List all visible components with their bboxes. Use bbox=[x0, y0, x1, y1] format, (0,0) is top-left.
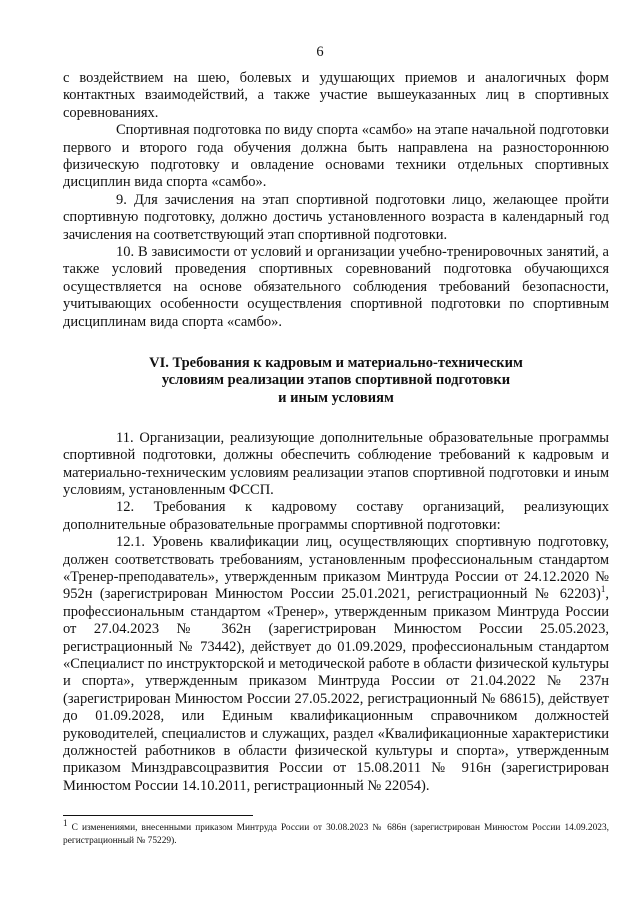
section-heading-line-1: VI. Требования к кадровым и материально-техническим bbox=[149, 355, 523, 372]
section-heading-line-3: и иным условиям bbox=[278, 389, 394, 406]
paragraph-12-1-part-2: , профессиональным стандартом «Тренер», утвержденным приказом Минтруда России от 27.04.2023 № 362н (зарегистрирован Минюстом России 25.05.2023, регистрационный № 73442), действует до 01.09.2029, профессиональным стандартом «Специалист по инструкторской и методической работе в области физической культуры и спорта», утвержденным приказом Минтруда России от 21.04.2022 № 237н (зарегистрирован Минюстом России 27.05.2022, регистрационный № 68615), действует до 01.09.2028, или Единым квалификационным справочником должностей руководителей, специалистов и служащих, раздел «Квалификационные характеристики должностей работников в области физической культуры и спорта», утвержденным приказом Минздравсоцразвития России от 15.08.2011 № 916н (зарегистрирован Минюстом России 14.10.2011, регистрационный № 22054). bbox=[63, 586, 609, 794]
paragraph-continuation: с воздействием на шею, болевых и удушающих приемов и аналогичных форм контактных взаимодействий, а также участие вышеуказанных лиц в спортивных соревнованиях. bbox=[63, 70, 609, 121]
paragraph-12-1 bbox=[63, 534, 609, 795]
page-number: 6 bbox=[316, 44, 324, 60]
footnote-mark: 1 bbox=[63, 817, 68, 828]
paragraph-12: 12. Требования к кадровому составу организаций, реализующих дополнительные образовательные программы спортивной подготовки: bbox=[63, 499, 609, 533]
body-text bbox=[63, 70, 609, 795]
footnote-reference[interactable]: 1 bbox=[600, 584, 606, 595]
section-heading-line-2: условиям реализации этапов спортивной подготовки bbox=[161, 372, 511, 389]
section-heading bbox=[63, 355, 609, 407]
paragraph-sambo-initial-stage: Спортивная подготовка по виду спорта «самбо» на этапе начальной подготовки первого и второго года обучения должна быть направлена на разностороннюю физическую подготовку и овладение основами техники отдельных спортивных дисциплин вида спорта «самбо». bbox=[63, 122, 609, 191]
paragraph-11: 11. Организации, реализующие дополнительные образовательные программы спортивной подготовки, должны обеспечить соблюдение требований к кадровым и материально-техническим условиям реализации этапов спортивной подготовки и иным условиям, установленным ФССП. bbox=[63, 429, 609, 498]
footnote-text: С изменениями, внесенными приказом Минтруда России от 30.08.2023 № 686н (зарегистрирован Минюстом России 14.09.2023, регистрационный № 75229). bbox=[63, 823, 609, 846]
paragraph-10: 10. В зависимости от условий и организации учебно-тренировочных занятий, а также условий проведения спортивных соревнований подготовка обучающихся осуществляется на основе обязательного соблюдения требований безопасности, учитывающих особенности осуществления спортивной подготовки по спортивным дисциплинам вида спорта «самбо». bbox=[63, 244, 609, 330]
paragraph-12-1-part-1: 12.1. Уровень квалификации лиц, осуществляющих спортивную подготовку, должен соответствовать требованиям, установленным профессиональным стандартом «Тренер-преподаватель», утвержденным приказом Минтруда России от 24.12.2020 № 952н (зарегистрирован Минюстом России 25.01.2021, регистрационный № 62203) bbox=[63, 534, 609, 603]
paragraph-9: 9. Для зачисления на этап спортивной подготовки лицо, желающее пройти спортивную подготовку, должно достичь установленного возраста в календарный год зачисления на соответствующий этап спортивной подготовки. bbox=[63, 191, 609, 243]
footnote bbox=[63, 817, 609, 848]
footnote-divider bbox=[63, 815, 253, 816]
footnote-area bbox=[63, 815, 609, 848]
